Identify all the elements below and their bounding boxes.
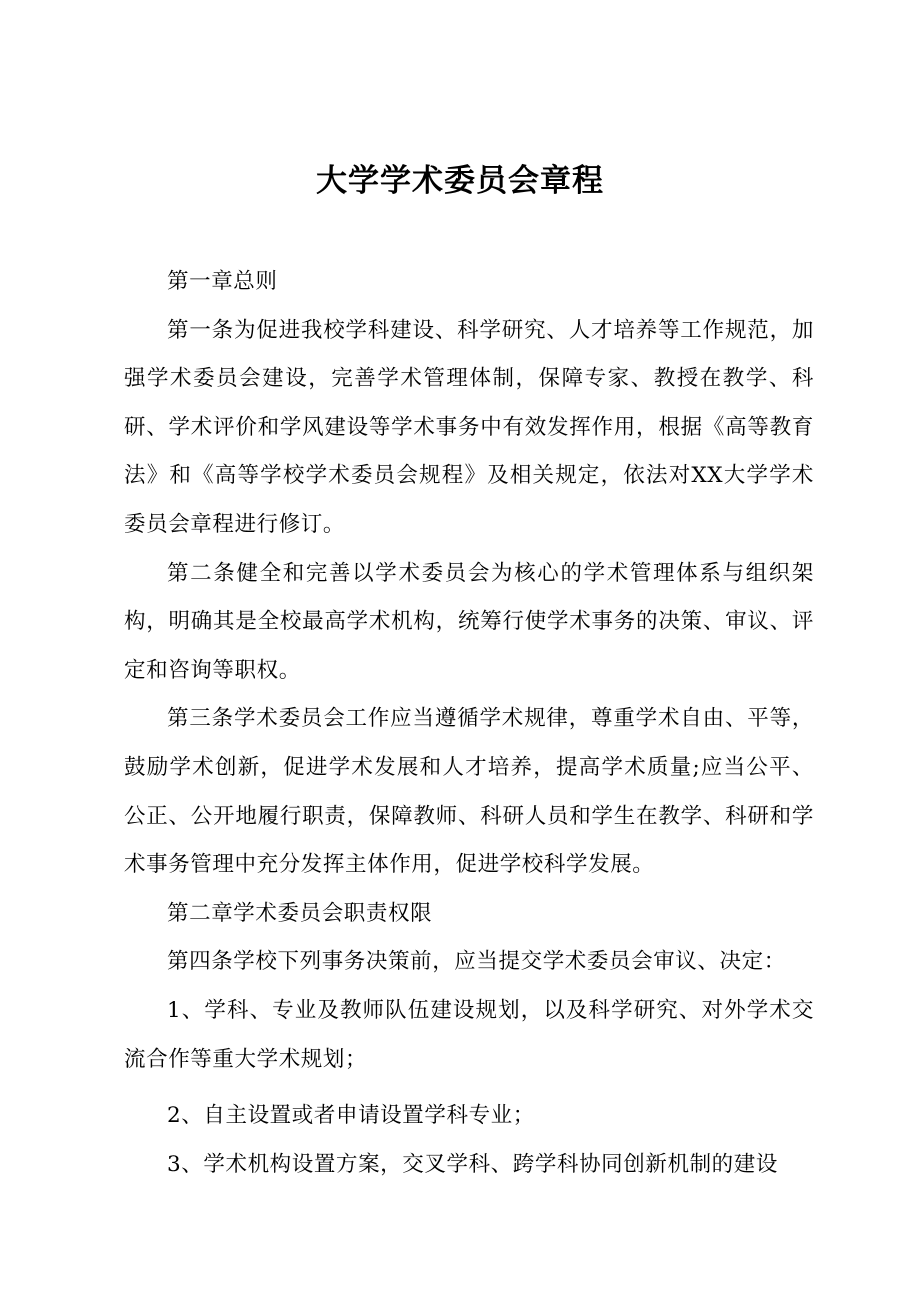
article-paragraph: 第四条学校下列事务决策前，应当提交学术委员会审议、决定： <box>167 949 786 975</box>
article-paragraph: 第二条健全和完善以学术委员会为核心的学术管理体系与组织架构，明确其是全校最高学术机构，统筹行使学术事务的决策、审议、评定和咨询等职权。 <box>124 560 814 683</box>
list-item: 2、自主设置或者申请设置学科专业； <box>167 1103 535 1129</box>
chapter-heading: 第一章总则 <box>167 269 278 294</box>
article-paragraph: 第一条为促进我校学科建设、科学研究、人才培养等工作规范，加强学术委员会建设，完善学术管理体制，保障专家、教授在教学、科研、学术评价和学风建设等学术事务中有效发挥作用，根据《高等教育法》和《高等学校学术委员会规程》及相关规定，依法对XX大学学术委员会章程进行修订。 <box>124 317 814 537</box>
article-paragraph: 第三条学术委员会工作应当遵循学术规律，尊重学术自由、平等，鼓励学术创新，促进学术发展和人才培养，提高学术质量;应当公平、公正、公开地履行职责，保障教师、科研人员和学生在教学、科研和学术事务管理中充分发挥主体作用，促进学校科学发展。 <box>124 706 814 878</box>
document-body <box>124 258 814 1189</box>
chapter-heading: 第二章学术委员会职责权限 <box>167 900 433 926</box>
paragraph-gap <box>124 1084 814 1092</box>
document-title: 大学学术委员会章程 <box>316 163 604 199</box>
list-item: 1、学科、专业及教师队伍建设规划，以及科学研究、对外学术交流合作等重大学术规划； <box>124 997 814 1072</box>
list-item: 3、学术机构设置方案，交叉学科、跨学科协同创新机制的建设 <box>167 1151 778 1177</box>
